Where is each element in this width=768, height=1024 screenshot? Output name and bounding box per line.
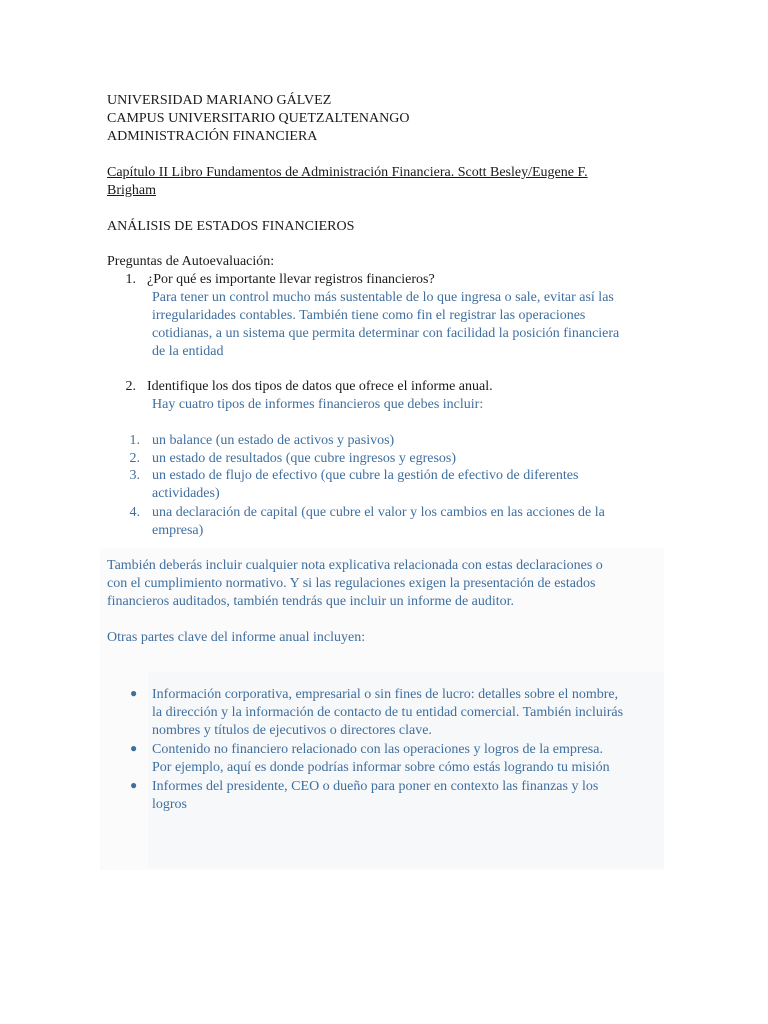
campus-name: CAMPUS UNIVERSITARIO QUETZALTENANGO <box>107 111 410 126</box>
answer-2-intro: Hay cuatro tipos de informes financieros que debes incluir: <box>152 397 484 412</box>
paragraph-line: financieros auditados, también tendrás que incluir un informe de auditor. <box>107 594 515 609</box>
report-type-number: 1. <box>129 433 140 448</box>
question-2-text: Identifique los dos tipos de datos que ofrece el informe anual. <box>147 379 493 394</box>
section-label: Preguntas de Autoevaluación: <box>107 254 275 269</box>
bullet-dot-icon: ● <box>130 778 138 792</box>
question-2-number: 2. <box>125 379 136 394</box>
bullet-item-continued: nombres y títulos de ejecutivos o directores clave. <box>152 723 432 738</box>
paragraph-line: También deberás incluir cualquier nota explicativa relacionada con estas declaraciones o <box>107 558 603 573</box>
question-1-text: ¿Por qué es importante llevar registros financieros? <box>147 272 435 287</box>
other-parts-heading: Otras partes clave del informe anual incluyen: <box>107 630 366 645</box>
answer-1-line: irregularidades contables. También tiene como fin el registrar las operaciones <box>152 308 586 323</box>
report-type-item-continued: empresa) <box>152 523 204 538</box>
answer-1-line: cotidianas, a un sistema que permita determinar con facilidad la posición financiera <box>152 326 620 341</box>
reference-line-2: Brigham <box>107 183 156 198</box>
report-type-number: 2. <box>129 451 140 466</box>
paragraph-line: con el cumplimiento normativo. Y si las regulaciones exigen la presentación de estados <box>107 576 596 591</box>
document-title: ANÁLISIS DE ESTADOS FINANCIEROS <box>107 219 355 234</box>
report-type-item: un estado de resultados (que cubre ingresos y egresos) <box>152 451 457 466</box>
bullet-item: Informes del presidente, CEO o dueño para poner en contexto las finanzas y los <box>152 779 599 794</box>
answer-1-line: de la entidad <box>152 344 224 359</box>
program-name: ADMINISTRACIÓN FINANCIERA <box>107 129 318 144</box>
answer-1-line: Para tener un control mucho más sustentable de lo que ingresa o sale, evitar así las <box>152 290 614 305</box>
report-type-item-continued: actividades) <box>152 486 220 501</box>
report-type-item: un estado de flujo de efectivo (que cubre la gestión de efectivo de diferentes <box>152 468 579 483</box>
reference-line-1: Capítulo II Libro Fundamentos de Administración Financiera. Scott Besley/Eugene F. <box>107 165 588 180</box>
report-type-item: una declaración de capital (que cubre el valor y los cambios en las acciones de la <box>152 505 605 520</box>
report-type-number: 3. <box>129 468 140 483</box>
report-type-number: 4. <box>129 505 140 520</box>
bullet-item-continued: logros <box>152 797 187 812</box>
bullet-dot-icon: ● <box>130 741 138 755</box>
bullet-item: Información corporativa, empresarial o sin fines de lucro: detalles sobre el nombre, <box>152 687 619 702</box>
bullet-dot-icon: ● <box>130 686 138 700</box>
bullet-item-continued: Por ejemplo, aquí es donde podrías informar sobre cómo estás logrando tu misión <box>152 760 610 775</box>
report-type-item: un balance (un estado de activos y pasivos) <box>152 433 395 448</box>
question-1-number: 1. <box>125 272 136 287</box>
university-name: UNIVERSIDAD MARIANO GÁLVEZ <box>107 93 332 108</box>
bullet-item: Contenido no financiero relacionado con las operaciones y logros de la empresa. <box>152 742 603 757</box>
bullet-item-continued: la dirección y la información de contacto de tu entidad comercial. También incluirás <box>152 705 624 720</box>
